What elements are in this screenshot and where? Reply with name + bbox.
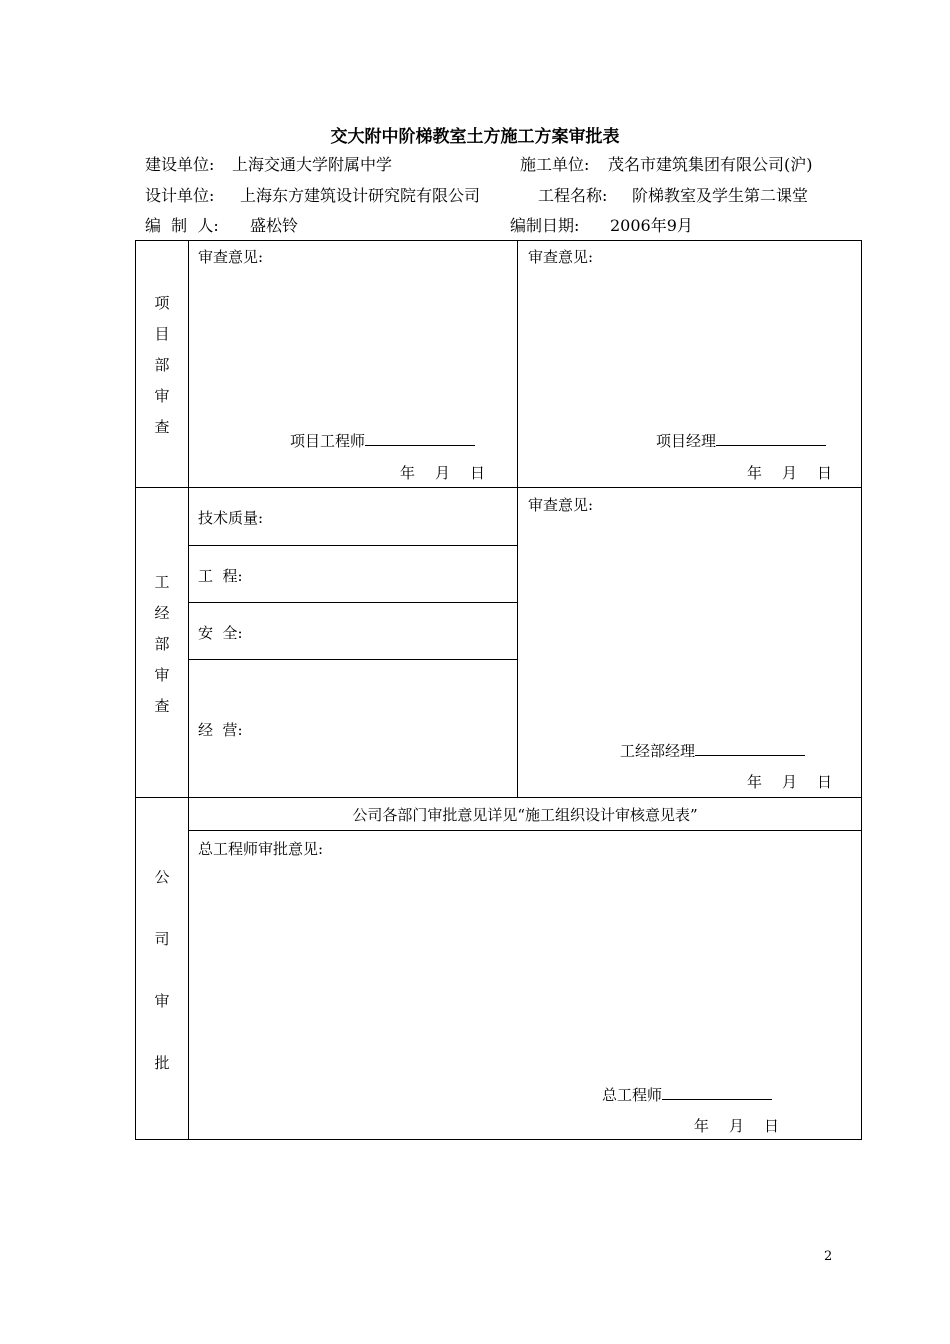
day-label: 日 [817,464,833,482]
month-label: 月 [435,464,451,482]
day-label: 日 [764,1117,780,1135]
designer-label: 设计单位: [145,186,215,205]
section3-date [684,1115,789,1136]
day-label: 日 [817,773,833,791]
signer-label: 项目经理 [656,432,717,450]
section-divider-2 [135,797,862,798]
chief-signature [602,1084,772,1105]
section-divider-1 [135,487,862,488]
table-border-bottom [135,1139,862,1140]
chief-opinion: 总工程师审批意见: [198,840,324,858]
label-column-divider [188,240,189,1140]
section3-note: 公司各部门审批意见详见“施工组织设计审核意见表” [352,806,698,824]
signature-line [662,1085,772,1100]
middle-divider [517,240,518,798]
section3-label-3: 审 [154,992,170,1010]
section1-label-5: 查 [154,418,170,436]
section1-left-opinion: 审查意见: [198,248,264,266]
section2-label-3: 部 [154,635,170,653]
month-label: 月 [782,773,798,791]
table-border-top [135,240,862,241]
signer-label: 总工程师 [602,1086,663,1104]
section2-label-5: 查 [154,697,170,715]
subrow-divider-2 [188,602,518,603]
section2-label-2: 经 [154,604,170,622]
section1-left-date [390,462,495,483]
owner-value: 上海交通大学附属中学 [232,155,393,174]
section1-label-4: 审 [154,387,170,405]
table-border-left [135,240,136,1140]
table-border-right [861,240,862,1140]
contractor-value: 茂名市建筑集团有限公司(沪) [608,155,813,174]
signature-line [365,431,475,446]
author-value: 盛松铃 [250,216,299,235]
date-value: 2006年9月 [610,216,693,235]
day-label: 日 [470,464,486,482]
section1-label-3: 部 [154,356,170,374]
section1-right-signature [656,430,826,451]
section2-right-date [737,771,842,792]
project-label: 工程名称: [538,186,608,205]
contractor-label: 施工单位: [520,155,590,174]
section2-label-4: 审 [154,666,170,684]
date-label: 编制日期: [510,216,580,235]
section2-right-opinion: 审查意见: [528,496,594,514]
year-label: 年 [747,773,763,791]
note-row-divider [188,830,862,831]
author-label: 编 制 人: [145,216,219,235]
operations-field: 经 营: [198,721,243,739]
page-title: 交大附中阶梯教室土方施工方案审批表 [330,127,620,147]
section2-right-signature [620,740,805,761]
section1-left-signature [290,430,475,451]
page-number: 2 [824,1249,833,1264]
designer-value: 上海东方建筑设计研究院有限公司 [240,186,481,205]
section1-right-opinion: 审查意见: [528,248,594,266]
owner-label: 建设单位: [145,155,215,174]
engineering-field: 工 程: [198,567,243,585]
section1-label-2: 目 [154,325,170,343]
month-label: 月 [729,1117,745,1135]
signature-line [716,431,826,446]
signer-label: 工经部经理 [620,742,696,760]
year-label: 年 [400,464,416,482]
month-label: 月 [782,464,798,482]
section3-label-2: 司 [154,930,170,948]
section3-label-4: 批 [154,1054,170,1072]
year-label: 年 [747,464,763,482]
section3-label-1: 公 [154,868,170,886]
tech-quality-field: 技术质量: [198,509,264,527]
subrow-divider-1 [188,545,518,546]
year-label: 年 [694,1117,710,1135]
safety-field: 安 全: [198,624,243,642]
signer-label: 项目工程师 [290,432,366,450]
signature-line [695,741,805,756]
section2-label-1: 工 [154,573,170,591]
project-value: 阶梯教室及学生第二课堂 [632,186,809,205]
subrow-divider-3 [188,659,518,660]
section1-right-date [737,462,842,483]
section1-label-1: 项 [154,294,170,312]
